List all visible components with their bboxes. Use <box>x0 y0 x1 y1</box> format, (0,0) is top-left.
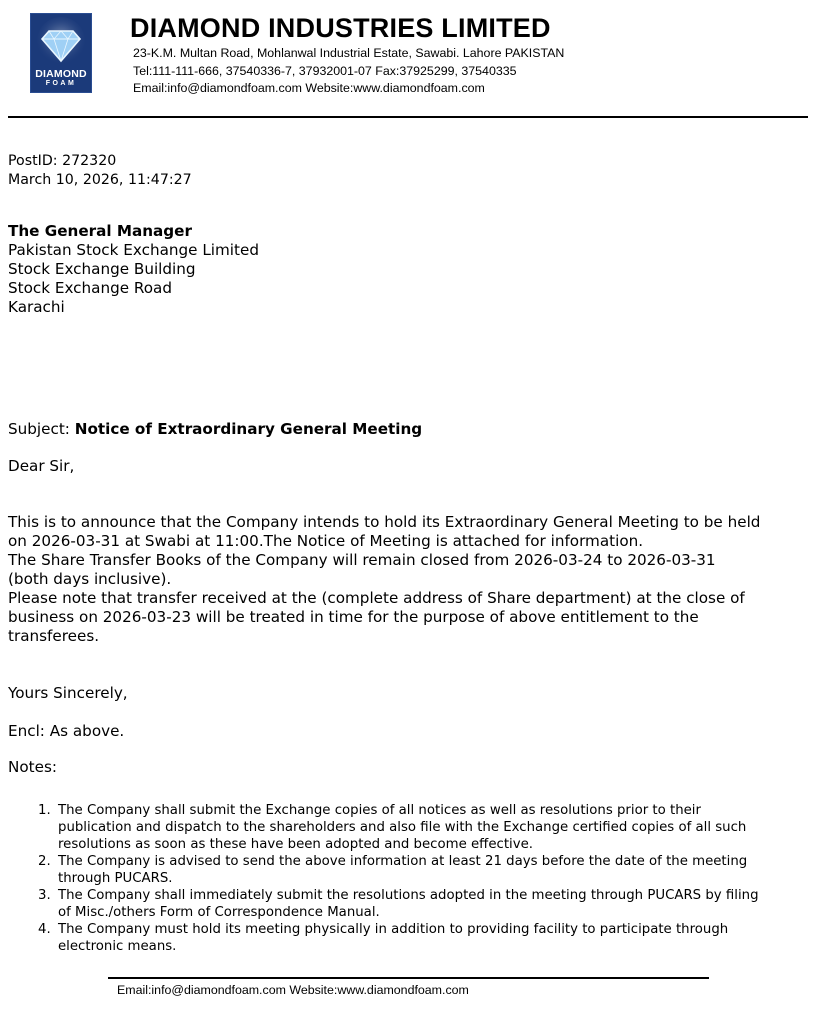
post-meta <box>8 152 192 189</box>
enclosure: Encl: As above. <box>8 722 125 740</box>
body-line: transferees. <box>8 627 100 645</box>
logo-brand-main: DIAMOND <box>35 68 87 80</box>
note-line: The Company must hold its meeting physically in addition to providing facility to participate through <box>58 922 729 937</box>
body-line: business on 2026-03-23 will be treated in time for the purpose of above entitlement to the <box>8 608 699 626</box>
diamond-gem-icon <box>36 17 86 67</box>
note-number: 4. <box>38 922 51 937</box>
subject-label: Subject: <box>8 420 75 438</box>
company-info <box>133 45 564 98</box>
body-line: This is to announce that the Company intends to hold its Extraordinary General Meeting to be held <box>8 513 761 531</box>
addressee-line: Pakistan Stock Exchange Limited <box>8 241 259 259</box>
addressee-title: The General Manager <box>8 222 192 240</box>
header-divider <box>8 116 808 118</box>
company-contact: Email:info@diamondfoam.com Website:www.diamondfoam.com <box>133 81 485 95</box>
footer-contact: Email:info@diamondfoam.com Website:www.diamondfoam.com <box>117 983 469 997</box>
note-number: 2. <box>38 854 51 869</box>
company-name: DIAMOND INDUSTRIES LIMITED <box>130 13 551 43</box>
notes-list <box>34 802 794 955</box>
logo-brand-sub: FOAM <box>45 80 77 87</box>
company-address: 23-K.M. Multan Road, Mohlanwal Industrial Estate, Sawabi. Lahore PAKISTAN <box>133 46 565 60</box>
addressee-line: Stock Exchange Building <box>8 260 196 278</box>
salutation: Dear Sir, <box>8 457 75 475</box>
note-line: of Misc./others Form of Correspondence Manual. <box>58 905 380 920</box>
letter-body <box>8 513 798 646</box>
note-item <box>34 802 794 853</box>
note-item <box>34 887 794 921</box>
company-phones: Tel:111-111-666, 37540336-7, 37932001-07 Fax:37925299, 37540335 <box>133 63 517 78</box>
body-line: on 2026-03-31 at Swabi at 11:00.The Notice of Meeting is attached for information. <box>8 532 644 550</box>
notes-label: Notes: <box>8 758 57 776</box>
note-item <box>34 921 794 955</box>
note-line: The Company is advised to send the above information at least 21 days before the date of the meeting <box>58 854 748 869</box>
note-line: publication and dispatch to the shareholders and also file with the Exchange certified copies of all such <box>58 820 747 835</box>
addressee-line: Stock Exchange Road <box>8 279 173 297</box>
body-line: Please note that transfer received at the (complete address of Share department) at the close of <box>8 589 745 607</box>
closing: Yours Sincerely, <box>8 684 128 702</box>
note-number: 1. <box>38 803 51 818</box>
letterhead <box>0 0 817 118</box>
note-line: resolutions as soon as these have been adopted and become effective. <box>58 837 533 852</box>
footer-divider <box>108 977 709 979</box>
post-datetime: March 10, 2026, 11:47:27 <box>8 171 192 188</box>
post-id: PostID: 272320 <box>8 153 117 169</box>
note-item <box>34 853 794 887</box>
note-line: The Company shall submit the Exchange copies of all notices as well as resolutions prior to their <box>58 803 701 818</box>
body-line: (both days inclusive). <box>8 570 172 588</box>
addressee-line: Karachi <box>8 298 65 316</box>
body-line: The Share Transfer Books of the Company will remain closed from 2026-03-24 to 2026-03-31 <box>8 551 716 569</box>
note-line: The Company shall immediately submit the resolutions adopted in the meeting through PUCARS by filing <box>58 888 759 903</box>
note-line: electronic means. <box>58 939 177 954</box>
subject-line <box>8 420 422 439</box>
subject-text: Notice of Extraordinary General Meeting <box>74 420 423 438</box>
company-logo <box>30 13 92 93</box>
note-number: 3. <box>38 888 51 903</box>
addressee-block <box>8 222 259 317</box>
note-line: through PUCARS. <box>58 871 173 886</box>
